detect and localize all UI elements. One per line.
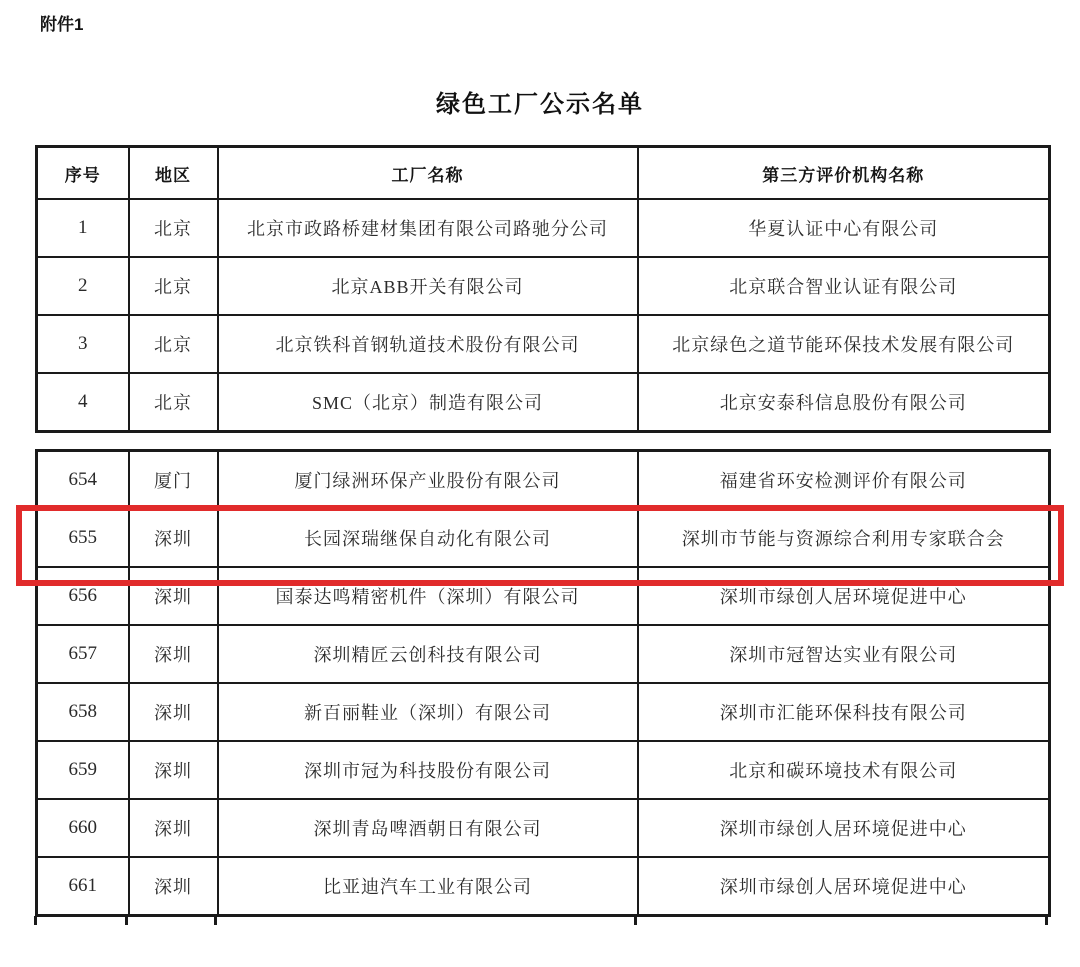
table-row <box>37 799 1050 857</box>
cell-agency-name: 北京联合智业认证有限公司 <box>638 257 1050 315</box>
cell-factory-name: 北京铁科首钢轨道技术股份有限公司 <box>218 315 638 373</box>
table-row <box>37 451 1050 510</box>
table-row <box>37 567 1050 625</box>
cell-region: 厦门 <box>129 451 218 510</box>
cell-factory-name: 北京市政路桥建材集团有限公司路驰分公司 <box>218 199 638 257</box>
header-no: 序号 <box>37 147 129 200</box>
table-row <box>37 857 1050 916</box>
table-continuation-stub <box>34 916 37 925</box>
cell-agency-name: 深圳市绿创人居环境促进中心 <box>638 857 1050 916</box>
table-row <box>37 741 1050 799</box>
cell-no: 655 <box>37 509 129 567</box>
cell-factory-name: SMC（北京）制造有限公司 <box>218 373 638 432</box>
cell-agency-name: 北京安泰科信息股份有限公司 <box>638 373 1050 432</box>
cell-no: 660 <box>37 799 129 857</box>
cell-no: 654 <box>37 451 129 510</box>
cell-region: 北京 <box>129 257 218 315</box>
cell-factory-name: 厦门绿洲环保产业股份有限公司 <box>218 451 638 510</box>
cell-agency-name: 北京和碳环境技术有限公司 <box>638 741 1050 799</box>
cell-no: 661 <box>37 857 129 916</box>
cell-no: 1 <box>37 199 129 257</box>
cell-factory-name: 深圳市冠为科技股份有限公司 <box>218 741 638 799</box>
cell-agency-name: 北京绿色之道节能环保技术发展有限公司 <box>638 315 1050 373</box>
cell-factory-name: 北京ABB开关有限公司 <box>218 257 638 315</box>
cell-agency-name: 深圳市节能与资源综合利用专家联合会 <box>638 509 1050 567</box>
header-agency: 第三方评价机构名称 <box>638 147 1050 200</box>
cell-factory-name: 新百丽鞋业（深圳）有限公司 <box>218 683 638 741</box>
table-section-top <box>35 145 1051 433</box>
attachment-label: 附件1 <box>40 15 84 34</box>
cell-factory-name: 深圳精匠云创科技有限公司 <box>218 625 638 683</box>
cell-factory-name: 国泰达鸣精密机件（深圳）有限公司 <box>218 567 638 625</box>
cell-agency-name: 福建省环安检测评价有限公司 <box>638 451 1050 510</box>
table-bottom-body <box>37 451 1050 916</box>
table-row <box>37 257 1050 315</box>
cell-no: 657 <box>37 625 129 683</box>
table-row <box>37 373 1050 432</box>
cell-agency-name: 深圳市绿创人居环境促进中心 <box>638 567 1050 625</box>
cell-agency-name: 深圳市汇能环保科技有限公司 <box>638 683 1050 741</box>
cell-agency-name: 深圳市冠智达实业有限公司 <box>638 625 1050 683</box>
cell-agency-name: 深圳市绿创人居环境促进中心 <box>638 799 1050 857</box>
cell-region: 深圳 <box>129 857 218 916</box>
table-continuation-stub <box>634 916 637 925</box>
cell-region: 深圳 <box>129 741 218 799</box>
cell-factory-name: 比亚迪汽车工业有限公司 <box>218 857 638 916</box>
table-continuation-stub <box>1045 916 1048 925</box>
cell-no: 659 <box>37 741 129 799</box>
cell-no: 3 <box>37 315 129 373</box>
table-row <box>37 315 1050 373</box>
table-row <box>37 625 1050 683</box>
cell-region: 深圳 <box>129 683 218 741</box>
cell-region: 北京 <box>129 373 218 432</box>
cell-region: 深圳 <box>129 625 218 683</box>
table-row <box>37 683 1050 741</box>
cell-no: 656 <box>37 567 129 625</box>
cell-factory-name: 长园深瑞继保自动化有限公司 <box>218 509 638 567</box>
cell-region: 北京 <box>129 199 218 257</box>
cell-region: 深圳 <box>129 567 218 625</box>
cell-region: 深圳 <box>129 799 218 857</box>
page-title: 绿色工厂公示名单 <box>436 91 644 118</box>
table-header-row <box>37 147 1050 200</box>
table-row <box>37 199 1050 257</box>
table-top-body <box>37 199 1050 432</box>
table-continuation-stub <box>125 916 128 925</box>
header-region: 地区 <box>129 147 218 200</box>
cell-no: 2 <box>37 257 129 315</box>
cell-factory-name: 深圳青岛啤酒朝日有限公司 <box>218 799 638 857</box>
cell-no: 658 <box>37 683 129 741</box>
cell-region: 深圳 <box>129 509 218 567</box>
table-section-bottom <box>35 449 1051 917</box>
cell-agency-name: 华夏认证中心有限公司 <box>638 199 1050 257</box>
table-row <box>37 509 1050 567</box>
cell-no: 4 <box>37 373 129 432</box>
cell-region: 北京 <box>129 315 218 373</box>
table-continuation-stub <box>214 916 217 925</box>
header-factory: 工厂名称 <box>218 147 638 200</box>
